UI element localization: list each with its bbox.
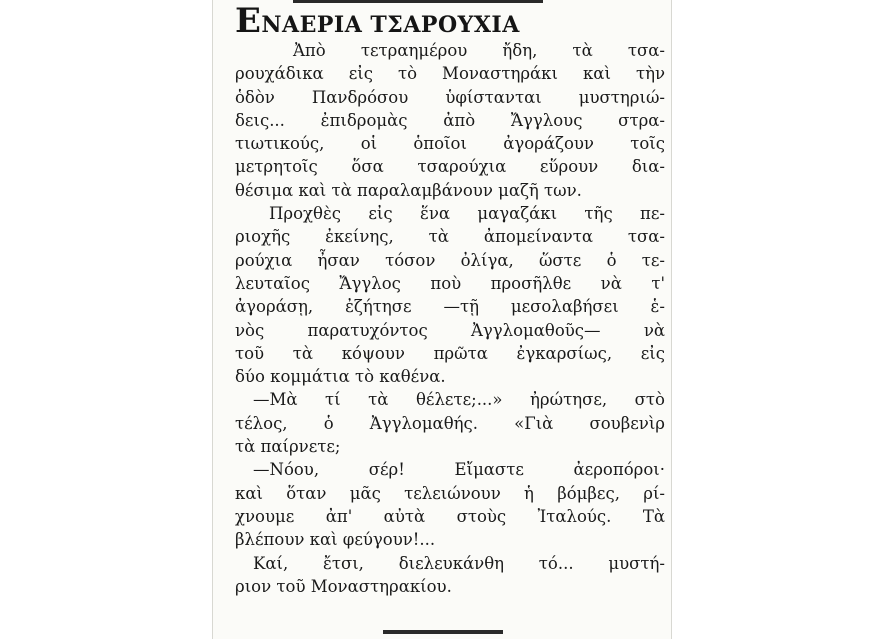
article-line: τέλος, ὁ Ἀγγλομαθής. «Γιὰ σουβενὶρ <box>235 413 665 433</box>
article-line: τιωτικούς, οἱ ὁποῖοι ἀγοράζουν τοῖς <box>235 134 665 154</box>
article-line: Προχθὲς εἰς ἕνα μαγαζάκι τῆς πε- <box>269 204 665 224</box>
article-line: μετρητοῖς ὅσα τσαρούχια εὕρουν δια- <box>235 157 665 177</box>
article-line: ρούχια ἦσαν τόσον ὀλίγα, ὥστε ὁ τε- <box>235 250 665 270</box>
article-line: νὸς παρατυχόντος Ἀγγλομαθοῦς— νὰ <box>235 320 665 340</box>
article-line: —Μὰ τί τὰ θέλετε;...» ἠρώτησε, στὸ <box>253 390 665 410</box>
article-line: ρουχάδικα εἰς τὸ Μοναστηράκι καὶ τὴν <box>235 64 665 84</box>
article-line: ριοχῆς ἐκείνης, τὰ ἀπομείναντα τσα- <box>235 227 665 247</box>
article-line: —Νόου, σέρ! Εἴμαστε ἀεροπόροι· <box>253 460 665 480</box>
article-body <box>235 39 665 598</box>
article-line: λευταῖος Ἄγγλος ποὺ προσῆλθε νὰ τ' <box>235 273 665 293</box>
title-text: ΝΑΕΡΙΑ ΤΣΑΡΟΥΧΙΑ <box>261 12 520 38</box>
article-line: τοῦ τὰ κόψουν πρῶτα ἐγκαρσίως, εἰς <box>235 343 665 363</box>
article-line: χνουμε ἀπ' αὐτὰ στοὺς Ἰταλούς. Τὰ <box>235 506 665 526</box>
bottom-rule <box>383 630 503 634</box>
article-line: βλέπουν καὶ φεύγουν!... <box>235 530 436 550</box>
article-line: δεις... ἐπιδρομὰς ἀπὸ Ἄγγλους στρα- <box>235 110 665 130</box>
article-line: καὶ ὅταν μᾶς τελειώνουν ἡ βόμβες, ρί- <box>235 483 665 503</box>
newspaper-clipping <box>212 0 672 639</box>
article-line: ὁδὸν Πανδρόσου ὑφίστανται μυστηριώ- <box>235 87 665 107</box>
article-line: τὰ παίρνετε; <box>235 437 341 457</box>
article-line: Καί, ἔτσι, διελευκάνθη τό... μυστή- <box>253 553 665 573</box>
title-initial: Ε <box>235 1 262 41</box>
article-title <box>235 1 665 41</box>
article-line: Ἀπὸ τετραημέρου ἤδη, τὰ τσα- <box>293 41 665 60</box>
article-line: ἀγοράσῃ, ἐζήτησε —τῇ μεσολαβήσει ἑ- <box>235 297 665 317</box>
article-line: δύο κομμάτια τὸ καθένα. <box>235 367 446 387</box>
article-line: θέσιμα καὶ τὰ παραλαμβάνουν μαζῆ των. <box>235 180 582 200</box>
top-rule <box>293 0 543 3</box>
article-line: ριον τοῦ Μοναστηρακίου. <box>235 576 452 596</box>
